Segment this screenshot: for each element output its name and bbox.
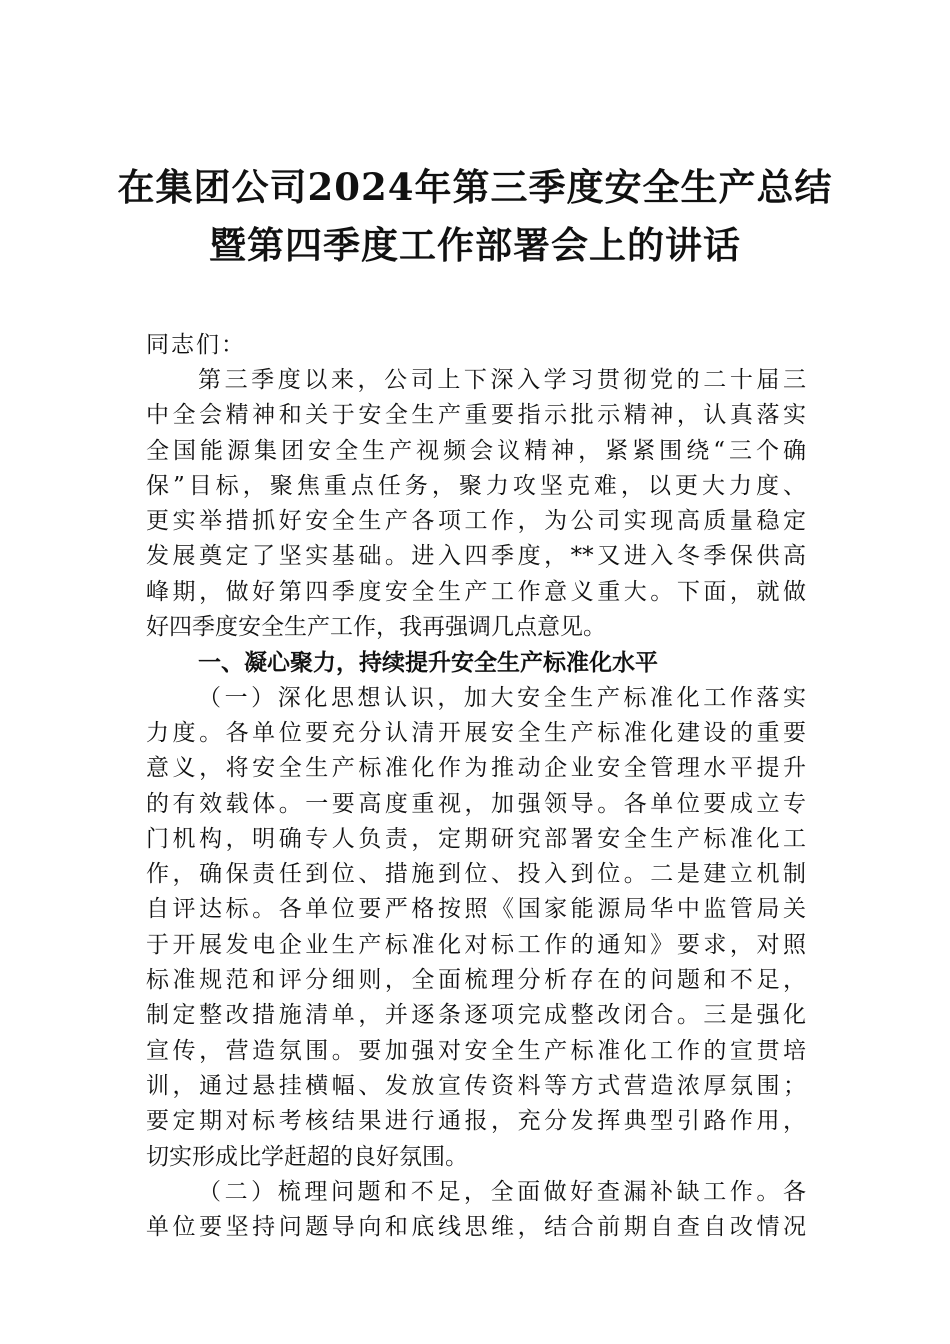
document-body [146,328,806,1245]
title-line-1: 在集团公司2024年第三季度安全生产总结 [117,165,833,209]
text-line: （二）梳理问题和不足，全面做好查漏补缺工作。各 [198,1178,806,1205]
paragraph-sub1 [146,681,806,1175]
text-line: 标准规范和评分细则，全面梳理分析存在的问题和不足， [146,967,806,994]
document-title [0,158,950,274]
text-line: 力度。各单位要充分认清开展安全生产标准化建设的重要 [146,719,806,746]
text-line: 全国能源集团安全生产视频会议精神，紧紧围绕“三个确 [146,437,806,464]
section-heading-1: 一、凝心聚力，持续提升安全生产标准化水平 [198,649,658,677]
text-line: 的有效载体。一要高度重视，加强领导。各单位要成立专 [146,790,806,817]
text-line: 单位要坚持问题导向和底线思维，结合前期自查自改情况 [146,1214,806,1241]
text-line: 宣传，营造氛围。要加强对安全生产标准化工作的宣贯培 [146,1037,806,1064]
text-line: 发展奠定了坚实基础。进入四季度，**又进入冬季保供高 [146,543,806,570]
salutation: 同志们： [146,332,246,358]
text-line: 训，通过悬挂横幅、发放宣传资料等方式营造浓厚氛围； [146,1072,806,1099]
text-line: 保”目标，聚焦重点任务，聚力攻坚克难，以更大力度、 [146,472,806,499]
text-line: 自评达标。各单位要严格按照《国家能源局华中监管局关 [146,896,806,923]
title-line-2: 暨第四季度工作部署会上的讲话 [209,223,741,267]
paragraph-sub2 [146,1175,806,1246]
paragraph-intro [146,363,806,645]
text-line: 切实形成比学赶超的良好氛围。 [146,1143,468,1170]
text-line: 更实举措抓好安全生产各项工作，为公司实现高质量稳定 [146,508,806,535]
text-line: 第三季度以来，公司上下深入学习贯彻党的二十届三 [198,367,806,393]
text-line: （一）深化思想认识，加大安全生产标准化工作落实 [198,684,806,711]
text-line: 于开展发电企业生产标准化对标工作的通知》要求，对照 [146,931,806,958]
text-line: 要定期对标考核结果进行通报，充分发挥典型引路作用， [146,1108,806,1135]
text-line: 峰期，做好第四季度安全生产工作意义重大。下面，就做 [146,578,806,605]
text-line: 好四季度安全生产工作，我再强调几点意见。 [146,614,606,641]
text-line: 意义，将安全生产标准化作为推动企业安全管理水平提升 [146,755,806,782]
text-line: 作，确保责任到位、措施到位、投入到位。二是建立机制 [146,861,806,888]
text-line: 门机构，明确专人负责，定期研究部署安全生产标准化工 [146,825,806,852]
text-line: 中全会精神和关于安全生产重要指示批示精神，认真落实 [146,402,806,429]
text-line: 制定整改措施清单，并逐条逐项完成整改闭合。三是强化 [146,1002,806,1029]
